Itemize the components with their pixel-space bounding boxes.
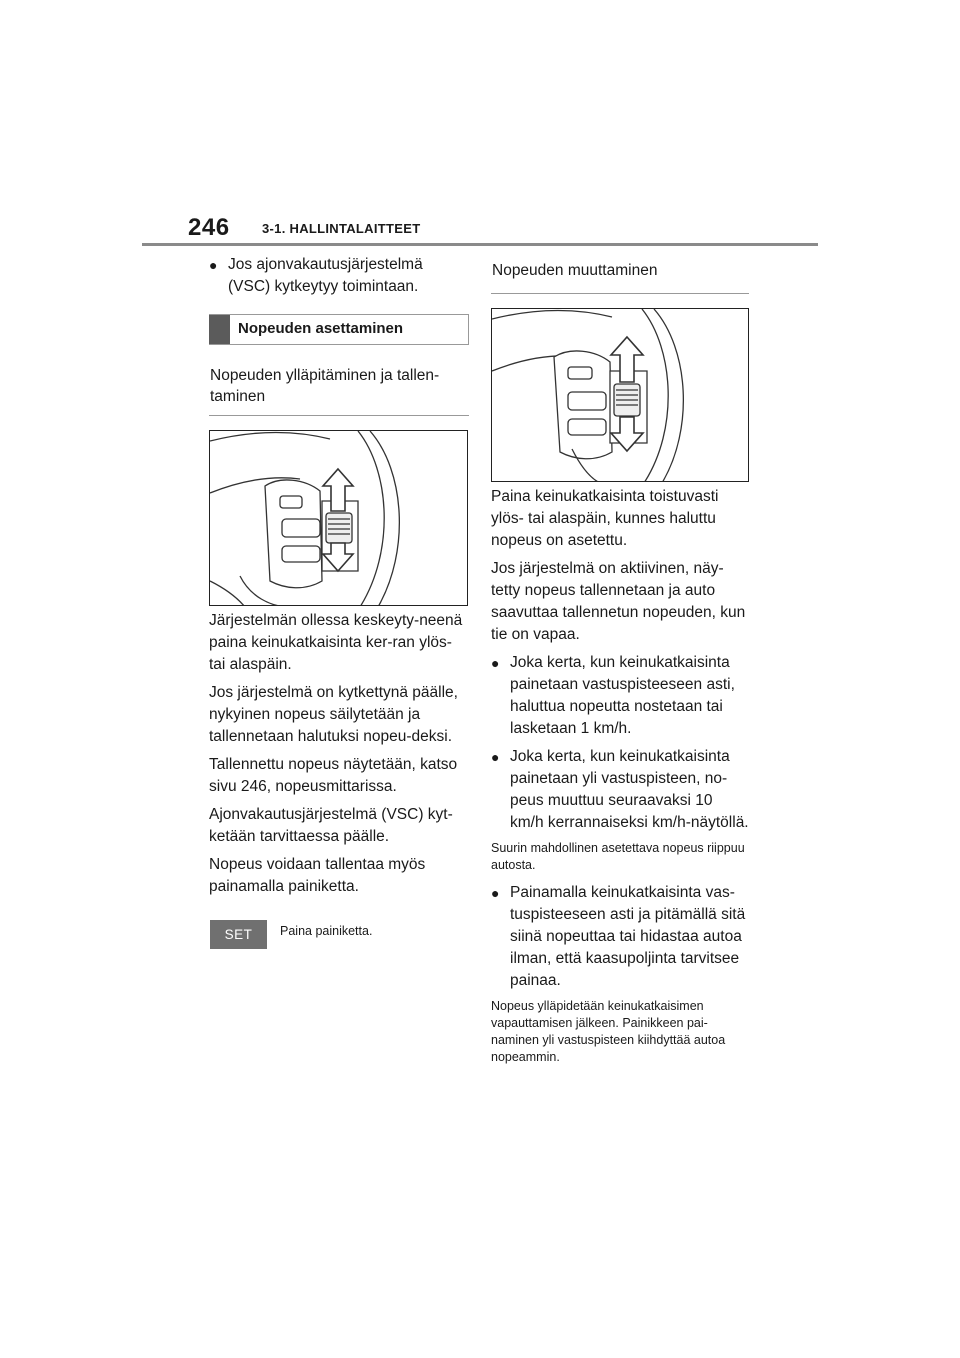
steering-switch-illustration [491,308,749,482]
subheading: Nopeuden muuttaminen [491,254,749,294]
paragraph: Jos järjestelmä on aktiivinen, näy-tetty nopeus tallennetaan ja auto saavuttaa tallennetun nopeuden, kun tie on vapaa. [491,560,746,643]
paragraph: Nopeus voidaan tallentaa myös painamalla painiketta. [209,856,426,895]
steering-switch-illustration [209,430,468,606]
note: Suurin mahdollinen asetettava nopeus riippuu autosta. [491,841,745,872]
bullet-icon: ● [491,749,500,765]
bullet-text: Jos ajonvakautusjärjestelmä (VSC) kytkeytyy toimintaan. [228,256,423,295]
section-heading [209,314,469,345]
heading-marker [209,315,230,344]
note: Nopeus ylläpidetään keinukatkaisimen vapauttamisen jälkeen. Painikkeen pai-naminen yli vastuspisteen kiihdyttää autoa nopeammin. [491,999,726,1064]
page-number: 246 [188,214,230,241]
set-button-symbol: SET [210,920,267,949]
paragraph: Paina keinukatkaisinta toistuvasti ylös- tai alaspäin, kunnes haluttu nopeus on asetettu. [491,488,719,549]
heading-text: Nopeuden asettaminen [238,320,404,337]
subheading: Nopeuden ylläpitäminen ja tallen-taminen [209,365,469,416]
bullet-item [209,254,469,298]
paragraph: Järjestelmän ollessa keskeyty-neenä paina keinukatkaisinta ker-ran ylös- tai alaspäin. [209,612,463,673]
paragraph: Tallennettu nopeus näytetään, katso sivu 246, nopeusmittarissa. [209,756,458,795]
bullet-item [491,746,749,834]
set-button-caption: Paina painiketta. [280,924,373,938]
bullet-icon: ● [491,885,500,901]
right-column [491,254,749,1066]
header-divider [142,243,818,246]
left-column [209,254,469,949]
paragraph: Ajonvakautusjärjestelmä (VSC) kyt-ketään tarvittaessa päälle. [209,806,453,845]
set-button-row [209,920,469,949]
bullet-icon: ● [491,655,500,671]
bullet-icon: ● [209,257,218,273]
bullet-item [491,652,749,740]
section-title: 3-1. HALLINTALAITTEET [262,221,421,236]
paragraph: Jos järjestelmä on kytkettynä päälle, nykyinen nopeus säilytetään ja tallennetaan halutuksi nopeu-deksi. [209,684,458,745]
bullet-text: Painamalla keinukatkaisinta vas-tuspisteeseen asti ja pitämällä sitä siinä nopeuttaa tai hidastaa autoa ilman, että kaasupoljinta tarvitsee painaa. [510,884,746,989]
bullet-text: Joka kerta, kun keinukatkaisinta painetaan yli vastuspisteen, no-peus muuttuu seuraavaksi 10 km/h kerrannaiseksi km/h-näytöllä. [510,748,749,831]
bullet-text: Joka kerta, kun keinukatkaisinta painetaan vastuspisteeseen asti, haluttua nopeutta nostetaan tai lasketaan 1 km/h. [510,654,735,737]
bullet-item [491,882,749,992]
